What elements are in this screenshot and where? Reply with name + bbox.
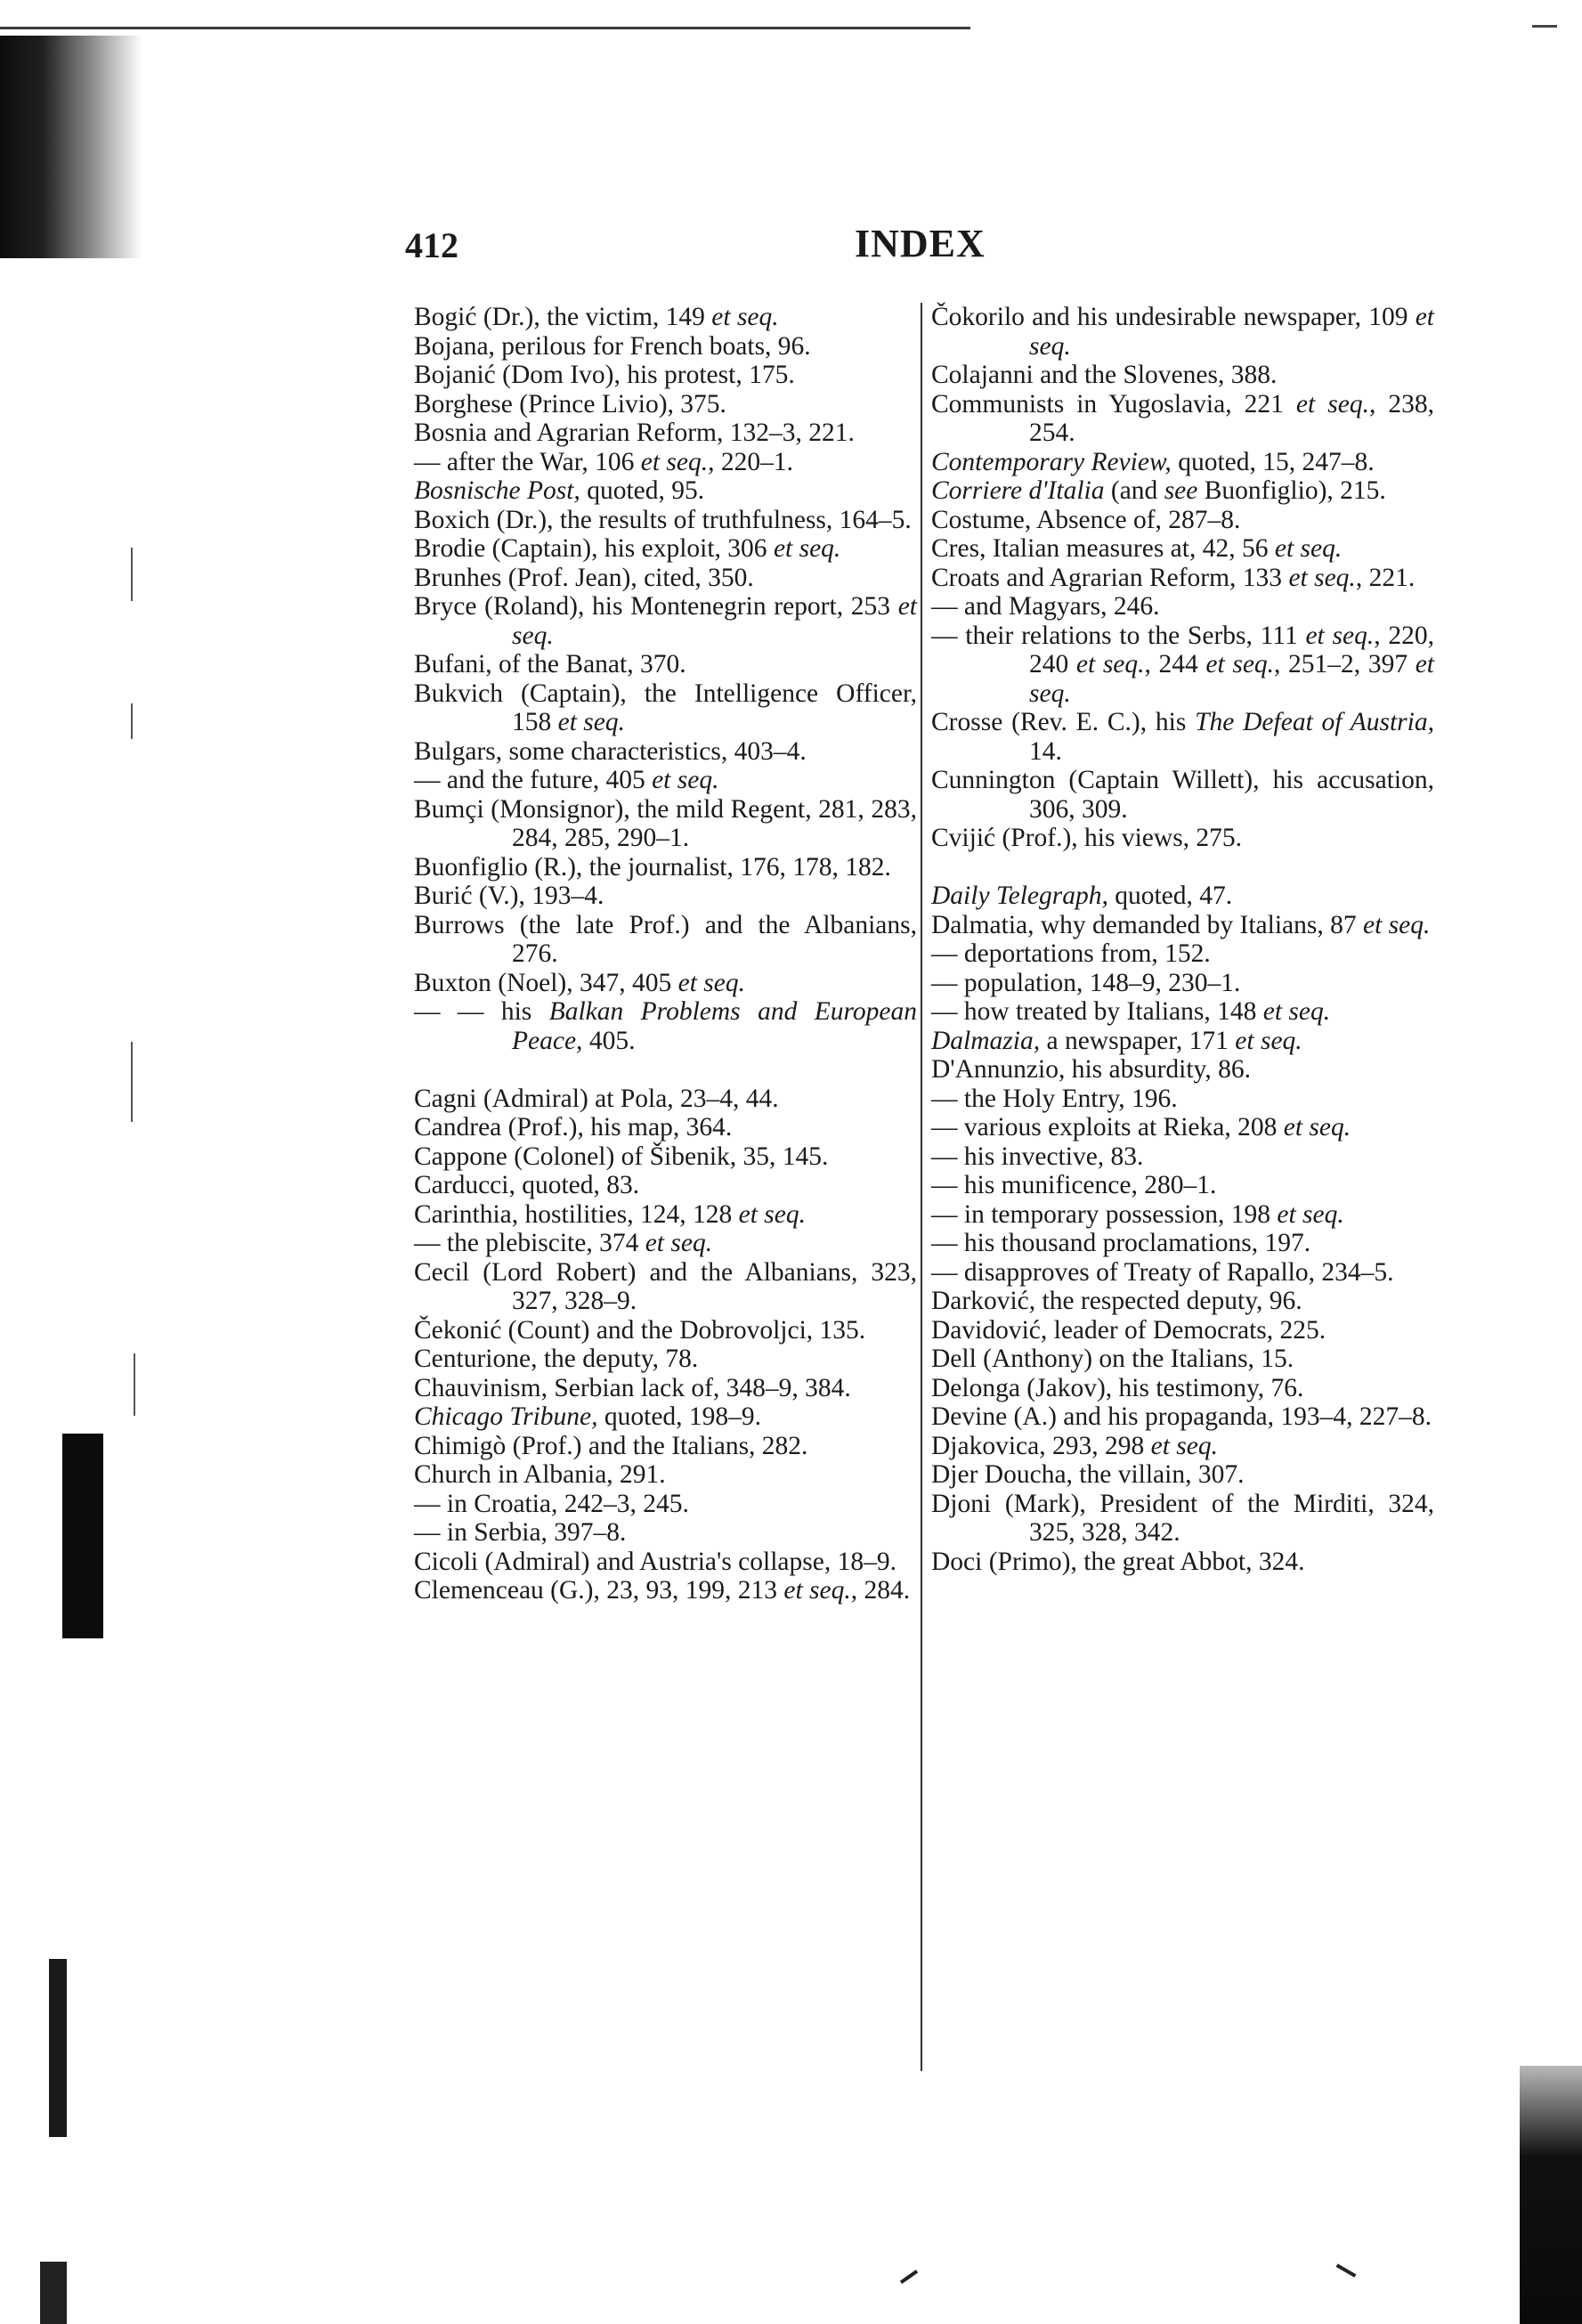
index-entry: — population, 148–9, 230–1. xyxy=(931,968,1241,997)
index-entry: Djakovica, 293, 298 et seq. xyxy=(931,1431,1218,1460)
index-entry: Communists in Yugoslavia, 221 et seq., 238, 254. xyxy=(931,389,1434,447)
scan-margin-blot-bottom xyxy=(40,2262,67,2324)
index-entry: Djer Doucha, the villain, 307. xyxy=(931,1460,1245,1489)
index-entry: Cvijić (Prof.), his views, 275. xyxy=(931,824,1243,852)
index-entry: Cagni (Admiral) at Pola, 23–4, 44. xyxy=(414,1084,779,1113)
column-divider xyxy=(921,303,922,2071)
index-entry: Devine (A.) and his propaganda, 193–4, 227–8. xyxy=(931,1402,1432,1431)
index-entry: Costume, Absence of, 287–8. xyxy=(931,505,1241,534)
index-entry: — in Croatia, 242–3, 245. xyxy=(414,1489,689,1518)
scan-top-rule xyxy=(0,27,970,29)
index-entry: Dalmazia, a newspaper, 171 et seq. xyxy=(931,1026,1302,1055)
index-entry: Burrows (the late Prof.) and the Albanians, 276. xyxy=(414,910,917,968)
index-entry: Clemenceau (G.), 23, 93, 199, 213 et seq., 284. xyxy=(414,1576,911,1605)
index-entry: Bosnische Post, quoted, 95. xyxy=(414,476,705,505)
scan-page-edge-shadow xyxy=(1520,2066,1582,2324)
scan-pen-mark xyxy=(1336,2263,1357,2277)
index-entry: Contemporary Review, quoted, 15, 247–8. xyxy=(931,447,1375,476)
index-entry: Colajanni and the Slovenes, 388. xyxy=(931,361,1278,389)
index-entry: — various exploits at Rieka, 208 et seq. xyxy=(931,1113,1351,1142)
index-entry: Borghese (Prince Livio), 375. xyxy=(414,389,726,418)
page-title: INDEX xyxy=(855,222,986,265)
index-entry: — the plebiscite, 374 et seq. xyxy=(414,1229,713,1257)
index-entry: Brunhes (Prof. Jean), cited, 350. xyxy=(414,563,754,592)
scan-margin-blot xyxy=(62,1434,103,1638)
index-entry: Daily Telegraph, quoted, 47. xyxy=(931,882,1233,910)
index-entry: Chimigò (Prof.) and the Italians, 282. xyxy=(414,1431,808,1460)
index-entry: — and Magyars, 246. xyxy=(931,592,1160,621)
index-entry: — the Holy Entry, 196. xyxy=(931,1084,1178,1113)
index-entry: Bojanić (Dom Ivo), his protest, 175. xyxy=(414,361,795,389)
index-entry: Bogić (Dr.), the victim, 149 et seq. xyxy=(414,303,779,331)
index-entry: — and the future, 405 et seq. xyxy=(414,766,719,794)
scan-margin-tick xyxy=(131,1042,133,1122)
index-entry: Cicoli (Admiral) and Austria's collapse, 18–9. xyxy=(414,1547,896,1576)
index-entry: Buxton (Noel), 347, 405 et seq. xyxy=(414,968,745,997)
scan-corner-mark xyxy=(1532,25,1557,28)
index-entry: Cecil (Lord Robert) and the Albanians, 323, 327, 328–9. xyxy=(414,1257,917,1315)
index-entry: Carducci, quoted, 83. xyxy=(414,1171,640,1199)
index-entry: Chauvinism, Serbian lack of, 348–9, 384. xyxy=(414,1373,851,1402)
index-entry: Cres, Italian measures at, 42, 56 et seq. xyxy=(931,534,1343,563)
index-entry: Bukvich (Captain), the Intelligence Officer, 158 et seq. xyxy=(414,679,917,736)
index-entry: Dalmatia, why demanded by Italians, 87 et seq. xyxy=(931,910,1431,939)
index-column-left xyxy=(414,303,917,1605)
index-entry: — his invective, 83. xyxy=(931,1142,1144,1171)
index-entry: — in Serbia, 397–8. xyxy=(414,1518,627,1547)
index-entry: Croats and Agrarian Reform, 133 et seq., 221. xyxy=(931,563,1416,592)
index-entry: Crosse (Rev. E. C.), his The Defeat of Austria, 14. xyxy=(931,708,1434,766)
scan-margin-blot-lower xyxy=(49,1959,67,2137)
index-entry: Doci (Primo), the great Abbot, 324. xyxy=(931,1547,1305,1576)
index-entry: Bojana, perilous for French boats, 96. xyxy=(414,331,811,361)
page-number: 412 xyxy=(405,225,458,265)
index-entry: Burić (V.), 193–4. xyxy=(414,882,604,910)
index-entry: Cunnington (Captain Willett), his accusation, 306, 309. xyxy=(931,766,1434,824)
index-entry: Darković, the respected deputy, 96. xyxy=(931,1287,1302,1315)
scan-margin-tick xyxy=(131,548,133,601)
index-entry: — — his Balkan Problems and European Peace, 405. xyxy=(414,997,917,1055)
index-entry: Chicago Tribune, quoted, 198–9. xyxy=(414,1402,762,1431)
index-entry: — disapproves of Treaty of Rapallo, 234–5. xyxy=(931,1257,1394,1287)
index-entry: — how treated by Italians, 148 et seq. xyxy=(931,997,1331,1026)
index-entry: Bufani, of the Banat, 370. xyxy=(414,650,686,679)
index-entry: Čekonić (Count) and the Dobrovoljci, 135. xyxy=(414,1315,866,1345)
index-entry: Carinthia, hostilities, 124, 128 et seq. xyxy=(414,1199,807,1229)
index-entry: Cappone (Colonel) of Šibenik, 35, 145. xyxy=(414,1142,829,1171)
index-entry: — their relations to the Serbs, 111 et seq., 220, 240 et seq., 244 et seq., 251–2, 397 et seq. xyxy=(931,621,1434,708)
index-entry: Brodie (Captain), his exploit, 306 et seq. xyxy=(414,534,841,563)
scan-margin-tick xyxy=(131,703,133,739)
index-entry: Bumçi (Monsignor), the mild Regent, 281, 283, 284, 285, 290–1. xyxy=(414,794,917,852)
index-entry: — his munificence, 280–1. xyxy=(931,1171,1217,1199)
index-entry: Bosnia and Agrarian Reform, 132–3, 221. xyxy=(414,418,855,447)
index-entry: Corriere d'Italia (and see Buonfiglio), 215. xyxy=(931,476,1386,505)
index-entry: Dell (Anthony) on the Italians, 15. xyxy=(931,1345,1294,1373)
scan-margin-tick xyxy=(134,1353,135,1416)
index-entry: Candrea (Prof.), his map, 364. xyxy=(414,1113,733,1142)
index-entry: — in temporary possession, 198 et seq. xyxy=(931,1199,1344,1229)
index-entry: Church in Albania, 291. xyxy=(414,1460,666,1489)
index-entry: Djoni (Mark), President of the Mirditi, 324, 325, 328, 342. xyxy=(931,1489,1434,1547)
index-entry: — his thousand proclamations, 197. xyxy=(931,1229,1311,1257)
index-entry: Čokorilo and his undesirable newspaper, 109 et seq. xyxy=(931,303,1434,361)
index-entry: Buonfiglio (R.), the journalist, 176, 178, 182. xyxy=(414,852,891,882)
index-entry: Davidović, leader of Democrats, 225. xyxy=(931,1315,1326,1345)
index-entry: Boxich (Dr.), the results of truthfulness, 164–5. xyxy=(414,505,912,534)
index-entry: Centurione, the deputy, 78. xyxy=(414,1345,699,1373)
index-column-right xyxy=(931,303,1434,1576)
index-entry: Bryce (Roland), his Montenegrin report, 253 et seq. xyxy=(414,592,917,650)
index-entry: — deportations from, 152. xyxy=(931,939,1211,968)
index-entry: — after the War, 106 et seq., 220–1. xyxy=(414,447,794,476)
scan-binding-shadow xyxy=(0,36,142,258)
index-entry: Delonga (Jakov), his testimony, 76. xyxy=(931,1373,1304,1402)
scan-pen-mark xyxy=(900,2270,918,2284)
index-entry: D'Annunzio, his absurdity, 86. xyxy=(931,1055,1252,1084)
index-entry: Bulgars, some characteristics, 403–4. xyxy=(414,736,807,766)
